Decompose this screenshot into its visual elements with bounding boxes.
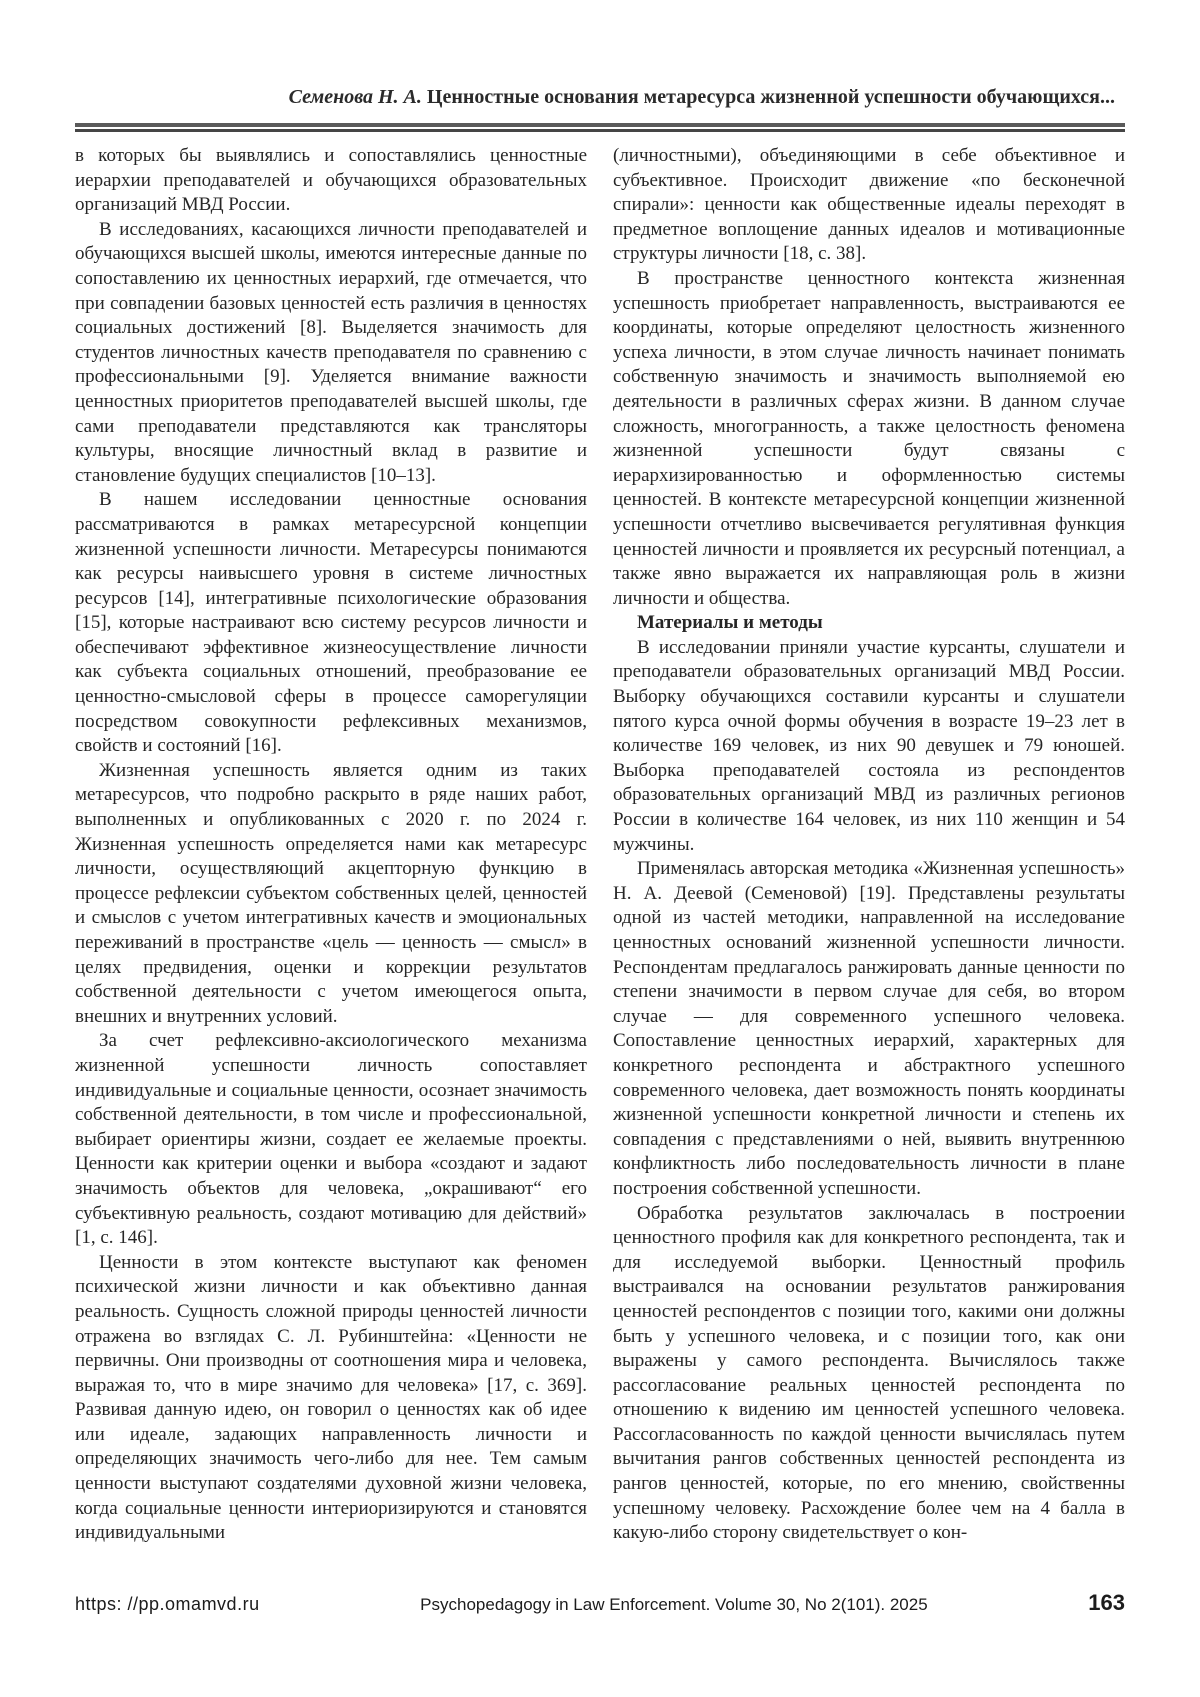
left-column bbox=[75, 144, 587, 1564]
continued-paragraph: (личностными), объединяющими в себе объективное и субъективное. Происходит движение «по бесконечной спирали»: ценности как общественные идеалы переходят в предметное воплощение данных идеалов и мотивационные структуры личности [18, с. 38]. bbox=[613, 145, 1125, 265]
journal-page bbox=[75, 0, 1125, 1564]
article-body bbox=[75, 144, 1125, 1564]
running-head-title: Ценностные основания метаресурса жизненной успешности обучающихся... bbox=[426, 86, 1115, 108]
journal-website-url: https: //pp.omamvd.ru bbox=[75, 1594, 260, 1614]
journal-citation-line: Psychopedagogy in Law Enforcement. Volume 30, No 2(101). 2025 bbox=[420, 1595, 928, 1614]
header-divider-rule bbox=[75, 123, 1125, 132]
paragraph: Применялась авторская методика «Жизненная успешность» Н. А. Деевой (Семеновой) [19]. Представлены результаты одной из частей методики, направленной на исследование ценностных оснований жизненной успешности личности. Респондентам предлагалось ранжировать данные ценности по степени значимости в первом случае для себя, во втором случае — для современного успешного человека. Сопоставление ценностных иерархий, характерных для конкретного респондента и абстрактного успешного современного человека, дает возможность понять координаты жизненной успешности конкретной личности и степень их совпадения с представлениями о ней, выявить внутреннюю конфликтность либо последовательность личности в плане построения собственной успешности. bbox=[613, 858, 1125, 1199]
paragraph: Обработка результатов заключалась в построении ценностного профиля как для конкретного респондента, так и для исследуемой выборки. Ценностный профиль выстраивался на основании результатов ранжирования ценностей респондентов с позиции того, какими они должны быть у успешного человека, и с позиции того, как они выражены у самого респондента. Вычислялось также рассогласование реальных ценностей респондента по отношению к видению им ценностей успешного человека. Рассогласованность по каждой ценности вычислялась путем вычитания рангов собственных ценностей респондента из рангов ценностей, которые, по его мнению, свойственны успешному человеку. Расхождение более чем на 4 балла в какую-либо сторону свидетельствует о кон- bbox=[613, 1202, 1125, 1544]
running-head bbox=[75, 84, 1125, 110]
right-column bbox=[613, 144, 1125, 1564]
running-head-author: Семенова Н. А. bbox=[288, 86, 422, 108]
paragraph: В нашем исследовании ценностные основания рассматриваются в рамках метаресурсной концепции жизненной успешности личности. Метаресурсы понимаются как ресурсы наивысшего уровня в системе личностных ресурсов [14], интегративные психологические образования [15], которые настраивают всю систему ресурсов личности и обеспечивают эффективное жизнеосуществление личности как субъекта социальных отношений, преобразование ее ценностно-смысловой сферы в процессе саморегуляции посредством совокупности рефлексивных механизмов, свойств и состояний [16]. bbox=[75, 489, 587, 757]
continued-paragraph: в которых бы выявлялись и сопоставлялись ценностные иерархии преподавателей и обучающихся образовательных организаций МВД России. bbox=[75, 145, 587, 216]
paragraph: Жизненная успешность является одним из таких метаресурсов, что подробно раскрыто в ряде наших работ, выполненных и опубликованных с 2020 г. по 2024 г. Жизненная успешность определяется нами как метаресурс личности, осуществляющий акцепторную функцию в процессе рефлексии субъектом собственных целей, ценностей и смыслов с учетом интегративных качеств и эмоциональных переживаний в пространстве «цель — ценность — смысл» в целях предвидения, оценки и коррекции результатов собственной деятельности с учетом имеющегося опыта, внешних и внутренних условий. bbox=[75, 759, 587, 1027]
paragraph: В исследовании приняли участие курсанты, слушатели и преподаватели образовательных организаций МВД России. Выборку обучающихся составили курсанты и слушатели пятого курса очной формы обучения в возрасте 19–23 лет в количестве 169 человек, из них 90 девушек и 79 юношей. Выборка преподавателей состояла из респондентов образовательных организаций МВД из различных регионов России в количестве 164 человек, из них 110 женщин и 54 мужчины. bbox=[613, 636, 1125, 855]
paragraph: В пространстве ценностного контекста жизненная успешность приобретает направленность, выстраиваются ее координаты, которые определяют целостность жизненного успеха личности, в этом случае личность начинает понимать собственную значимость и значимость выполняемой ею деятельности в различных сферах жизни. В данном случае сложность, многогранность, а также целостность феномена жизненной успешности будут связаны с иерархизированностью и оформленностью системы ценностей. В контексте метаресурсной концепции жизненной успешности отчетливо высвечивается регулятивная функция ценностей личности и проявляется их ресурсный потенциал, а также явно выражается их направляющая роль в жизни личности и общества. bbox=[613, 267, 1125, 609]
page-footer bbox=[75, 1590, 1125, 1616]
paragraph: За счет рефлексивно-аксиологического механизма жизненной успешности личность сопоставляет индивидуальные и социальные ценности, осознает значимость собственной деятельности, в том числе и профессиональной, выбирает ориентиры жизни, создает ее желаемые проекты. Ценности как критерии оценки и выбора «создают и задают значимость объектов для человека, „окрашивают“ его субъективную реальность, создают мотивацию для действий» [1, с. 146]. bbox=[75, 1030, 587, 1249]
paragraph: Ценности в этом контексте выступают как феномен психической жизни личности и как объективно данная реальность. Сущность сложной природы ценностей личности отражена во взглядах С. Л. Рубинштейна: «Ценности не первичны. Они производны от соотношения мира и человека, выражая то, что в мире значимо для человека» [17, с. 369]. Развивая данную идею, он говорил о ценностях как об идее или идеале, задающих направленность личности и определяющих значимость чего-либо для нее. Тем самым ценности выступают создателями духовной жизни человека, когда социальные ценности интериоризируются и становятся индивидуальными bbox=[75, 1251, 587, 1544]
paragraph: В исследованиях, касающихся личности преподавателей и обучающихся высшей школы, имеются интересные данные по сопоставлению их ценностных иерархий, где отмечается, что при совпадении базовых ценностей есть различия в ценностях социальных достижений [8]. Выделяется значимость для студентов личностных качеств преподавателя по сравнению с профессиональными [9]. Уделяется внимание важности ценностных приоритетов преподавателей высшей школы, где сами преподаватели представляются как трансляторы культуры, вносящие личностный вклад в развитие и становление будущих специалистов [10–13]. bbox=[75, 218, 587, 486]
page-number: 163 bbox=[1088, 1590, 1125, 1615]
section-heading-materials-methods: Материалы и методы bbox=[637, 612, 823, 634]
